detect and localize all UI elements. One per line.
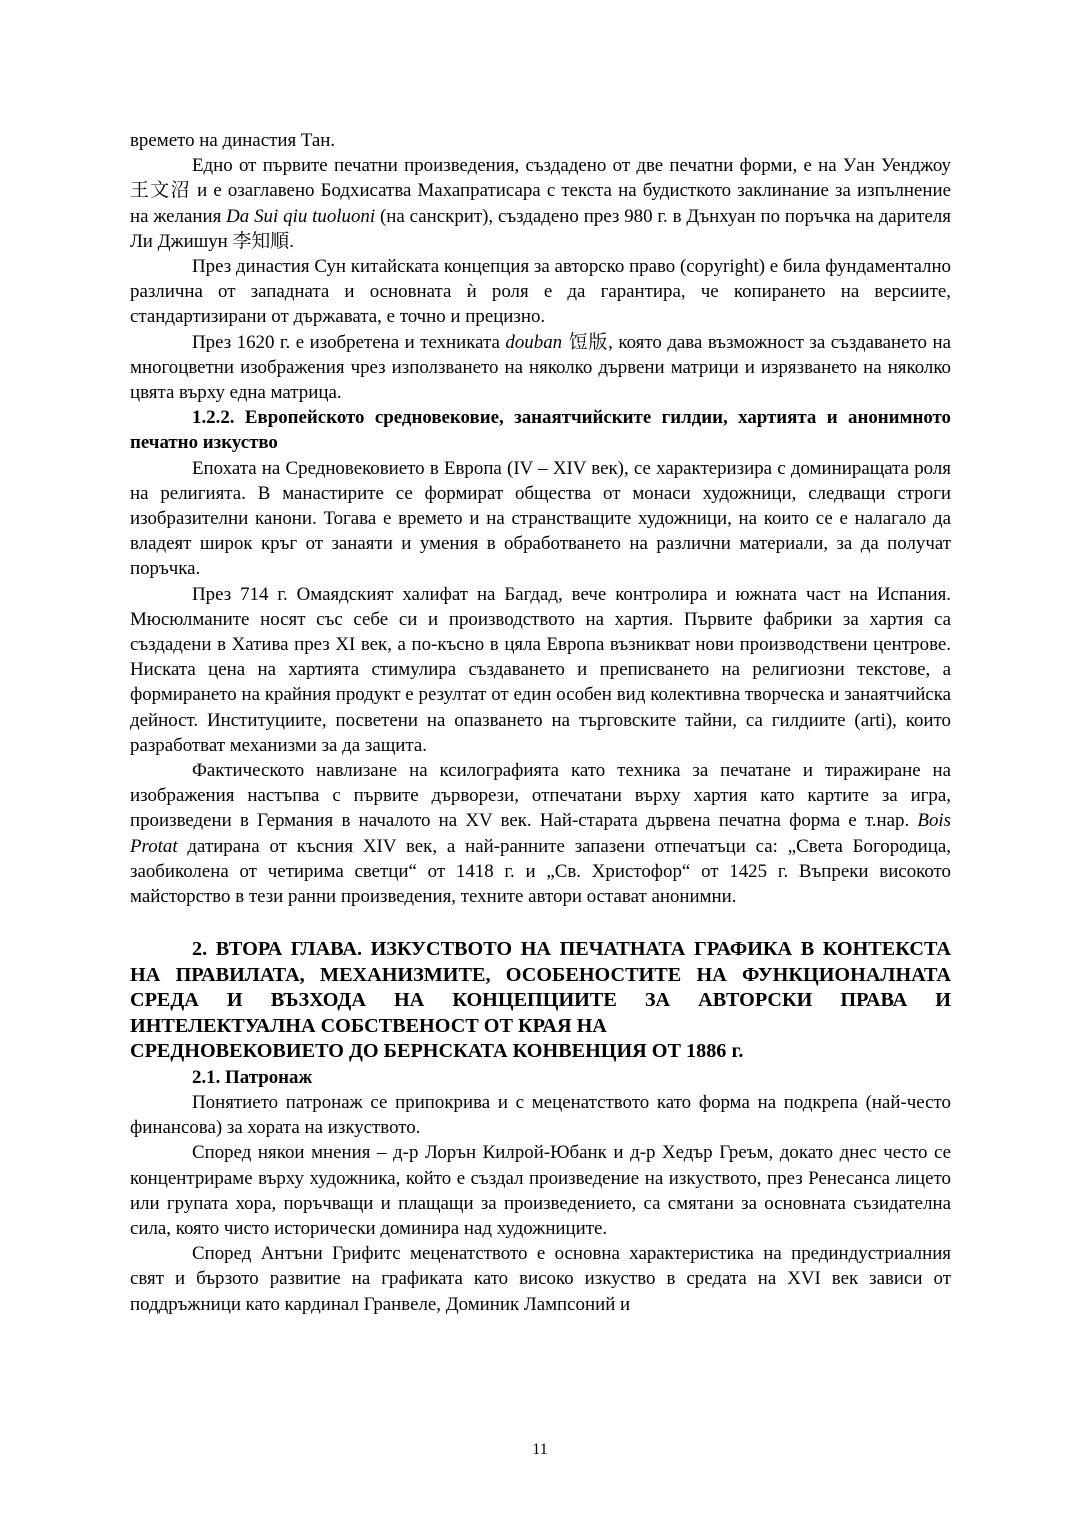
italic-term: Bois Protat bbox=[130, 810, 951, 857]
heading-text: 1.2.2. Европейското средновековие, занаятчийските гилдии, хартията и анонимното печатно изкуство bbox=[130, 407, 951, 454]
paragraph-paper-production bbox=[130, 582, 951, 758]
chapter-heading-text: 2. ВТОРА ГЛАВА. ИЗКУСТВОТО НА ПЕЧАТНАТА ГРАФИКА В КОНТЕКСТА НА ПРАВИЛАТА, МЕХАНИЗМИТЕ, ОСОБЕНОСТИТЕ НА ФУНКЦИОНАЛНАТА СРЕДА И ВЪЗХОДА НА КОНЦЕПЦИИТЕ ЗА АВТОРСКИ ПРАВА И ИНТЕЛЕКТУАЛНА СОБСТВЕНОСТ ОТ КРАЯ НА bbox=[130, 938, 951, 1037]
paragraph-text: времето на династия Тан. bbox=[130, 130, 336, 151]
paragraph-griffiths bbox=[130, 1241, 951, 1317]
paragraph-xylography bbox=[130, 758, 951, 909]
paragraph-text: и е озаглавено Бодхисатва Махапратисара с текста на будисткото заклинание за изпълнение на желания bbox=[130, 180, 951, 227]
paragraph-text: (на санскрит), създадено през 980 г. в Дънхуан по поръчка на дарителя Ли Джишун bbox=[130, 205, 952, 252]
chinese-name-wang-wenzhao: 王文沼 bbox=[130, 179, 191, 202]
paragraph-douban bbox=[130, 330, 951, 406]
heading-text: 2.1. Патронаж bbox=[192, 1066, 313, 1088]
page-body bbox=[130, 128, 951, 1317]
chinese-name-li-zhishun: 李知順 bbox=[232, 229, 290, 252]
paragraph-song-copyright bbox=[130, 254, 951, 330]
chapter-heading-text-last-line: СРЕДНОВЕКОВИЕТО ДО БЕРНСКАТА КОНВЕНЦИЯ ОТ 1886 г. bbox=[130, 1040, 744, 1063]
italic-title: Da Sui qiu tuoluoni bbox=[226, 205, 376, 227]
italic-term: douban bbox=[505, 331, 563, 353]
paragraph-text: Епохата на Средновековието в Европа (IV – XIV век), се характеризира с доминиращата роля на религията. В манастирите се формират общества от монаси художници, следващи строги изобразителни канони. Тогава е времето и на странстващите художници, на които се е налагало да владеят широк кръг от занаяти и умения в обработването на различни материали, за да получат поръчка. bbox=[130, 457, 951, 580]
paragraph-text: През 714 г. Омаядският халифат на Багдад, вече контролира и южната част на Испания. Мюсюлманите носят със себе си и производството на хартия. Първите фабрики за хартия са създадени в Хатива през XI век, а по-късно в цяла Европа възникват нови производствени центрове. Ниската цена на хартията стимулира създаването и преписването на религиозни текстове, а формирането на крайния продукт е резултат от един особен вид колективна творческа и занаятчийска дейност. Институциите, посветени на опазването на търговските тайни, са гилдиите (arti), които разработват механизми за да защита. bbox=[130, 583, 951, 756]
paragraph-tang-dynasty-end bbox=[130, 128, 951, 153]
paragraph-text: Според Антъни Грифитс меценатството е основна характеристика на прединдустриалния свят и бързото развитие на графиката като високо изкуство в средата на XVI век зависи от поддръжници като кардинал Гранвеле, Доминик Лампсоний и bbox=[130, 1243, 951, 1315]
page-number: 11 bbox=[532, 1441, 548, 1458]
paragraph-text: датирана от късния XIV век, а най-ранните запазени отпечатъци са: „Света Богородица, заобиколена от четирима светци“ от 1418 г. и „Св. Христофор“ от 1425 г. Въпреки високото майсторство в тези ранни произведения, техните автори остават анонимни. bbox=[130, 835, 951, 908]
paragraph-patronage-definition bbox=[130, 1090, 951, 1140]
paragraph-renaissance-patrons bbox=[130, 1140, 951, 1241]
paragraph-text: Едно от първите печатни произведения, създадено от две печатни форми, е на Уан Уенджоу bbox=[192, 155, 951, 177]
paragraph-middle-ages bbox=[130, 456, 951, 582]
paragraph-first-prints bbox=[130, 153, 951, 254]
paragraph-text: Според някои мнения – д-р Лорън Килрой-Юбанк и д-р Хедър Греъм, докато днес често се концентрираме върху художника, който е създал произведение на изкуството, през Ренесанса лицето или групата хора, поръчващи и плащащи за произведението, са смятани за основната съзидателна сила, която чисто исторически доминира над художниците. bbox=[130, 1142, 951, 1240]
section-heading-2-1 bbox=[130, 1065, 951, 1090]
paragraph-text: Фактическото навлизане на ксилографията като техника за печатане и тиражиране на изображения настъпва с първите дърворези, отпечатани върху хартия като картите за игра, произведени в Германия в началото на XV век. Най-старата дървена печатна форма е т.нар. bbox=[130, 760, 951, 832]
paragraph-text: През династия Сун китайската концепция за авторско право (copyright) е била фундаментално различна от западната и основната ѝ роля е да гарантира, че копирането на версиите, стандартизирани от държавата, е точно и прецизно. bbox=[130, 256, 951, 328]
paragraph-text: Понятието патронаж се припокрива и с меценатството като форма на подкрепа (най-често финансова) за хората на изкуството. bbox=[130, 1092, 951, 1139]
paragraph-text: През 1620 г. е изобретена и техниката bbox=[192, 331, 506, 353]
chinese-term-douban: 饾版 bbox=[562, 330, 609, 353]
paragraph-text: , която дава възможност за създаването на многоцветни изображения чрез използването на няколко дървени матрици и изрязването на няколко цвята върху една матрица. bbox=[130, 331, 951, 404]
chapter-heading-2 bbox=[130, 937, 951, 1065]
paragraph-text: . bbox=[289, 230, 294, 252]
section-heading-1-2-2 bbox=[130, 405, 951, 455]
